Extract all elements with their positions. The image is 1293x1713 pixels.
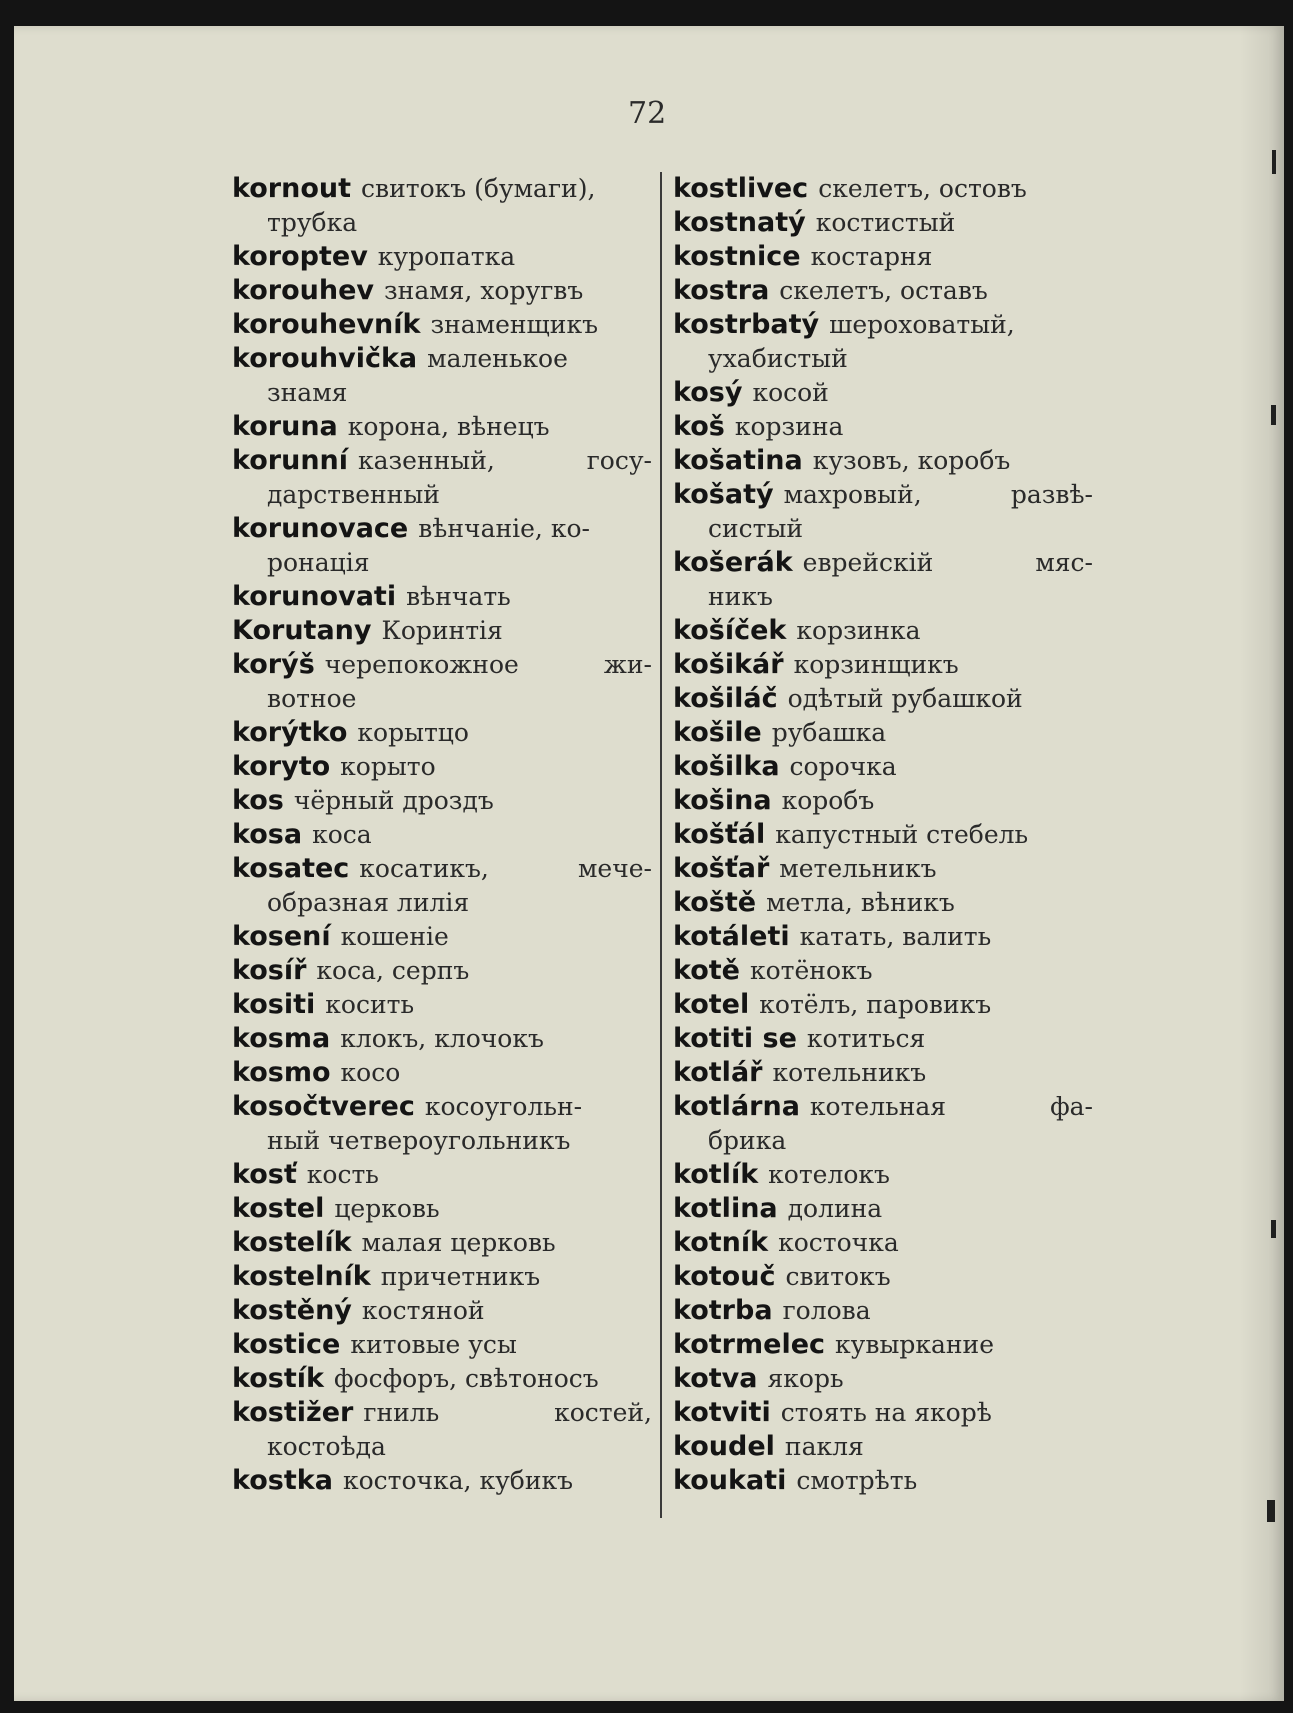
dictionary-entry (673, 240, 1093, 274)
entry-continuation (232, 478, 652, 512)
entry-headword: kostelník (232, 1261, 371, 1292)
dictionary-entry (232, 1090, 652, 1124)
entry-headword: kotel (673, 989, 750, 1020)
entry-continuation (232, 1430, 652, 1464)
entry-definition: церковь (334, 1194, 440, 1223)
entry-definition: клокъ, клочокъ (340, 1024, 544, 1053)
entry-headword: kostík (232, 1363, 324, 1394)
entry-headword: kotlík (673, 1159, 759, 1190)
entry-headword: koroptev (232, 241, 368, 272)
entry-definition: махровый, развѣ- (783, 480, 1093, 509)
entry-headword: Korutany (232, 615, 372, 646)
entry-headword: košatý (673, 479, 774, 510)
dictionary-entry (673, 1396, 1093, 1430)
entry-definition: метельникъ (779, 854, 937, 883)
entry-definition: ухабистый (708, 344, 848, 373)
entry-definition: корзинщикъ (793, 650, 959, 679)
dictionary-entry (673, 410, 1093, 444)
entry-definition: систый (708, 514, 804, 543)
entry-definition: куропатка (377, 242, 516, 271)
entry-definition: чёрный дроздъ (293, 786, 494, 815)
entry-headword: košatina (673, 445, 803, 476)
dictionary-entry (232, 784, 652, 818)
entry-definition: корзинка (796, 616, 921, 645)
dictionary-entry (673, 886, 1093, 920)
entry-definition: маленькое (427, 344, 568, 373)
entry-definition: корона, вѣнецъ (347, 412, 550, 441)
dictionary-entry (232, 1260, 652, 1294)
entry-definition: вѣнчаніе, ко- (418, 514, 590, 543)
entry-definition: кузовъ, коробъ (812, 446, 1011, 475)
entry-headword: kotva (673, 1363, 758, 1394)
dictionary-entry (673, 1090, 1093, 1124)
entry-definition: трубка (267, 208, 358, 237)
dictionary-entry (232, 1396, 652, 1430)
entry-definition: костистый (815, 208, 956, 237)
edge-mark (1272, 150, 1276, 174)
entry-headword: korouhvička (232, 343, 418, 374)
dictionary-entry (673, 1294, 1093, 1328)
dictionary-entry (673, 920, 1093, 954)
dictionary-entry (232, 1294, 652, 1328)
entry-definition: котиться (806, 1024, 926, 1053)
dictionary-entry (232, 580, 652, 614)
dictionary-entry (232, 818, 652, 852)
entry-headword: kostka (232, 1465, 333, 1496)
entry-headword: kotiti se (673, 1023, 797, 1054)
entry-definition: котелокъ (768, 1160, 890, 1189)
entry-headword: kosatec (232, 853, 350, 884)
dictionary-entry (673, 1362, 1093, 1396)
entry-definition: брика (708, 1126, 787, 1155)
entry-headword: košíček (673, 615, 787, 646)
entry-headword: kotlář (673, 1057, 763, 1088)
entry-definition: кувыркание (835, 1330, 994, 1359)
entry-definition: еврейскій мяс- (802, 548, 1093, 577)
entry-headword: kostra (673, 275, 770, 306)
entry-definition: костоѣда (267, 1432, 386, 1461)
entry-headword: kostlivec (673, 173, 809, 204)
entry-headword: kositi (232, 989, 316, 1020)
edge-mark (1271, 405, 1276, 425)
entry-continuation (232, 546, 652, 580)
dictionary-entry (673, 1260, 1093, 1294)
entry-definition: вотное (267, 684, 357, 713)
dictionary-entry (673, 1158, 1093, 1192)
entry-headword: kosma (232, 1023, 331, 1054)
dictionary-entry (673, 308, 1093, 342)
entry-headword: korunní (232, 445, 349, 476)
left-column (232, 172, 652, 1498)
entry-definition: шероховатый, (829, 310, 1015, 339)
entry-headword: kosť (232, 1159, 297, 1190)
entry-headword: koryto (232, 751, 331, 782)
entry-headword: kotrba (673, 1295, 773, 1326)
dictionary-entry (232, 1158, 652, 1192)
entry-definition: косо (340, 1058, 401, 1087)
entry-definition: Коринтія (381, 616, 503, 645)
entry-headword: kotník (673, 1227, 769, 1258)
entry-definition: капустный стебель (775, 820, 1029, 849)
entry-headword: košťál (673, 819, 766, 850)
entry-definition: корзина (734, 412, 844, 441)
entry-headword: košina (673, 785, 772, 816)
entry-continuation (232, 682, 652, 716)
entry-headword: kostice (232, 1329, 341, 1360)
entry-definition: косить (325, 990, 415, 1019)
dictionary-entry (232, 852, 652, 886)
dictionary-entry (232, 410, 652, 444)
dictionary-entry (673, 988, 1093, 1022)
dictionary-entry (673, 648, 1093, 682)
entry-definition: косатикъ, мече- (359, 854, 652, 883)
entry-definition: метла, вѣникъ (766, 888, 955, 917)
entry-definition: катать, валить (799, 922, 992, 951)
entry-headword: korouhevník (232, 309, 421, 340)
entry-definition: скелетъ, остовъ (818, 174, 1027, 203)
entry-definition: кость (306, 1160, 379, 1189)
entry-headword: košerák (673, 547, 793, 578)
dictionary-entry (232, 1328, 652, 1362)
dictionary-entry (232, 648, 652, 682)
dictionary-entry (232, 240, 652, 274)
entry-definition: костяной (361, 1296, 485, 1325)
entry-headword: koruna (232, 411, 338, 442)
dictionary-entry (232, 954, 652, 988)
dictionary-entry (232, 1362, 652, 1396)
dictionary-entry (673, 444, 1093, 478)
dictionary-entry (232, 308, 652, 342)
dictionary-entry (673, 172, 1093, 206)
entry-definition: рубашка (771, 718, 887, 747)
dictionary-entry (673, 818, 1093, 852)
entry-definition: смотрѣть (796, 1466, 918, 1495)
entry-headword: košile (673, 717, 762, 748)
entry-headword: košťař (673, 853, 770, 884)
dictionary-entry (673, 1430, 1093, 1464)
entry-headword: korunovace (232, 513, 409, 544)
dictionary-entry (232, 1022, 652, 1056)
entry-definition: котёлъ, паровикъ (759, 990, 992, 1019)
dictionary-entry (673, 682, 1093, 716)
entry-headword: kotě (673, 955, 740, 986)
entry-definition: косточка (778, 1228, 899, 1257)
entry-continuation (232, 376, 652, 410)
dictionary-entry (673, 1022, 1093, 1056)
entry-definition: косточка, кубикъ (342, 1466, 574, 1495)
edge-mark (1267, 1500, 1275, 1522)
entry-definition: черепокожное жи- (324, 650, 652, 679)
entry-definition: никъ (708, 582, 773, 611)
dictionary-entry (232, 342, 652, 376)
entry-definition: вѣнчать (406, 582, 511, 611)
dictionary-entry (673, 376, 1093, 410)
entry-headword: kostižer (232, 1397, 354, 1428)
entry-headword: kosíř (232, 955, 307, 986)
entry-definition: корытцо (357, 718, 469, 747)
entry-headword: kornout (232, 173, 351, 204)
entry-headword: kosení (232, 921, 331, 952)
entry-continuation (673, 580, 1093, 614)
dictionary-entry (673, 716, 1093, 750)
entry-continuation (673, 1124, 1093, 1158)
column-divider (660, 172, 662, 1518)
entry-definition: коса, серпъ (316, 956, 470, 985)
entry-definition: дарственный (267, 480, 440, 509)
entry-definition: малая церковь (361, 1228, 556, 1257)
entry-headword: kotouč (673, 1261, 776, 1292)
dictionary-entry (673, 1056, 1093, 1090)
entry-headword: kosa (232, 819, 303, 850)
entry-definition: долина (787, 1194, 883, 1223)
entry-headword: kostnice (673, 241, 801, 272)
right-column (673, 172, 1093, 1498)
entry-definition: коробъ (781, 786, 875, 815)
dictionary-entry (232, 988, 652, 1022)
entry-headword: kostel (232, 1193, 325, 1224)
dictionary-entry (232, 444, 652, 478)
entry-headword: koukati (673, 1465, 787, 1496)
dictionary-entry (673, 1192, 1093, 1226)
dictionary-entry (232, 750, 652, 784)
edge-mark (1271, 1220, 1276, 1238)
entry-headword: korouhev (232, 275, 375, 306)
entry-headword: koudel (673, 1431, 775, 1462)
entry-definition: котельная фа- (809, 1092, 1093, 1121)
entry-definition: китовые усы (350, 1330, 517, 1359)
dictionary-entry (673, 274, 1093, 308)
entry-definition: ронація (267, 548, 370, 577)
entry-headword: kostrbatý (673, 309, 820, 340)
entry-headword: košilka (673, 751, 780, 782)
entry-definition: фосфоръ, свѣтоносъ (333, 1364, 599, 1393)
entry-definition: стоять на якорѣ (780, 1398, 992, 1427)
entry-headword: kos (232, 785, 284, 816)
entry-headword: kosý (673, 377, 743, 408)
entry-continuation (232, 1124, 652, 1158)
entry-headword: kosmo (232, 1057, 331, 1088)
dictionary-entry (232, 1192, 652, 1226)
entry-headword: kotlárna (673, 1091, 800, 1122)
entry-headword: kosočtverec (232, 1091, 415, 1122)
entry-definition: свитокъ (785, 1262, 891, 1291)
entry-definition: образная лилія (267, 888, 470, 917)
entry-definition: котёнокъ (750, 956, 873, 985)
entry-headword: koš (673, 411, 725, 442)
dictionary-entry (232, 920, 652, 954)
dictionary-entry (673, 614, 1093, 648)
entry-definition: сорочка (789, 752, 897, 781)
entry-continuation (673, 512, 1093, 546)
entry-definition: свитокъ (бумаги), (361, 174, 596, 203)
dictionary-entry (673, 1464, 1093, 1498)
entry-headword: kostěný (232, 1295, 352, 1326)
entry-definition: котельникъ (772, 1058, 927, 1087)
page-number: 72 (628, 96, 667, 131)
entry-headword: kotáleti (673, 921, 790, 952)
entry-continuation (673, 342, 1093, 376)
entry-definition: голова (782, 1296, 871, 1325)
entry-definition: коса (312, 820, 372, 849)
dictionary-entry (673, 750, 1093, 784)
entry-definition: ный четвероугольникъ (267, 1126, 571, 1155)
entry-headword: košikář (673, 649, 784, 680)
dictionary-entry (673, 478, 1093, 512)
entry-definition: гниль костей, (363, 1398, 652, 1427)
entry-definition: скелетъ, оставъ (779, 276, 988, 305)
entry-definition: косоугольн- (424, 1092, 583, 1121)
dictionary-entry (232, 512, 652, 546)
entry-headword: korýš (232, 649, 315, 680)
entry-definition: знамя, хоругвъ (384, 276, 584, 305)
entry-headword: košiláč (673, 683, 778, 714)
entry-headword: kotlina (673, 1193, 778, 1224)
entry-definition: кошеніе (340, 922, 449, 951)
dictionary-entry (232, 614, 652, 648)
dictionary-entry (232, 1056, 652, 1090)
page-edge-shadow (1240, 26, 1284, 1701)
entry-definition: пакля (784, 1432, 864, 1461)
entry-headword: kotviti (673, 1397, 771, 1428)
dictionary-entry (673, 1226, 1093, 1260)
entry-headword: korunovati (232, 581, 397, 612)
dictionary-entry (673, 1328, 1093, 1362)
entry-definition: корыто (340, 752, 436, 781)
dictionary-entry (673, 206, 1093, 240)
entry-definition: якорь (767, 1364, 844, 1393)
dictionary-entry (232, 172, 652, 206)
dictionary-entry (232, 1464, 652, 1498)
entry-continuation (232, 206, 652, 240)
dictionary-entry (673, 852, 1093, 886)
entry-headword: kotrmelec (673, 1329, 826, 1360)
dictionary-entry (673, 784, 1093, 818)
entry-definition: косой (752, 378, 829, 407)
entry-headword: kostelík (232, 1227, 352, 1258)
entry-headword: korýtko (232, 717, 348, 748)
entry-headword: koště (673, 887, 757, 918)
dictionary-entry (673, 546, 1093, 580)
entry-definition: костарня (810, 242, 933, 271)
entry-headword: kostnatý (673, 207, 806, 238)
entry-definition: знаменщикъ (430, 310, 598, 339)
entry-continuation (232, 886, 652, 920)
dictionary-entry (232, 716, 652, 750)
entry-definition: знамя (267, 378, 348, 407)
entry-definition: одѣтый рубашкой (787, 684, 1023, 713)
entry-definition: причетникъ (380, 1262, 541, 1291)
entry-definition: казенный, госу- (358, 446, 652, 475)
dictionary-entry (232, 274, 652, 308)
dictionary-entry (673, 954, 1093, 988)
dictionary-entry (232, 1226, 652, 1260)
